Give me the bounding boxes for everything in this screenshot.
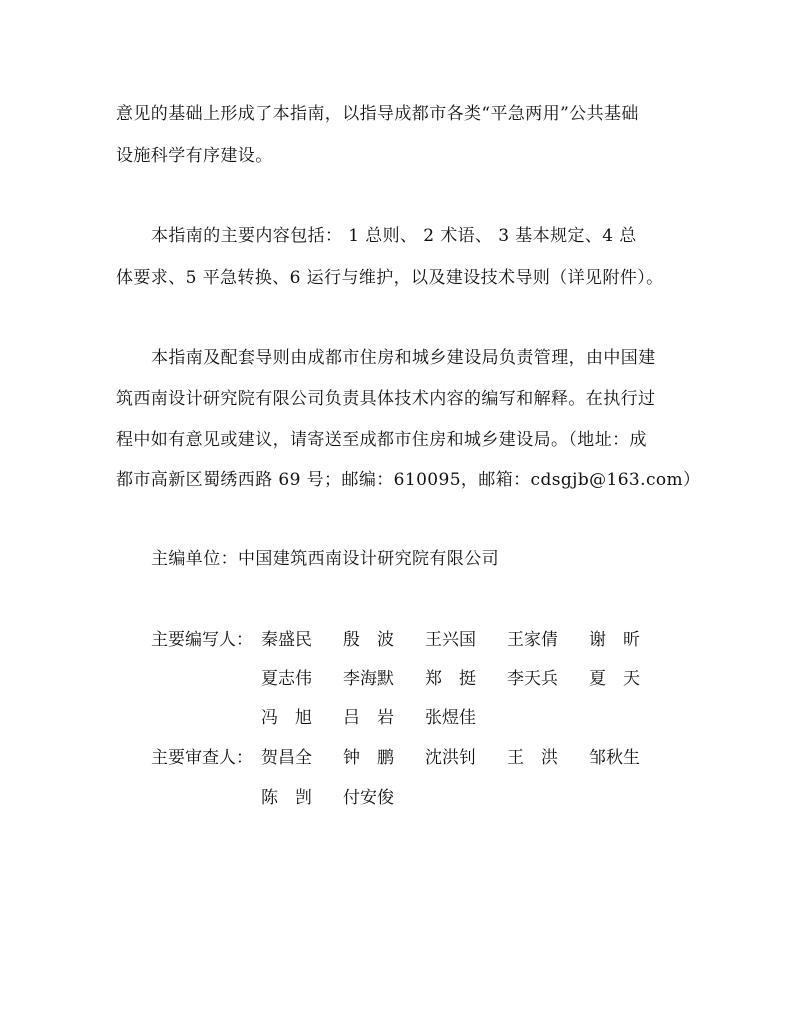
- writers-label: 主要编写人：: [151, 630, 253, 650]
- reviewer-name: 王 洪: [507, 748, 558, 768]
- paragraph-1-line-2: 设施科学有序建设。: [116, 146, 273, 166]
- paragraph-3-line-1: 本指南及配套导则由成都市住房和城乡建设局负责管理，由中国建: [151, 348, 656, 368]
- reviewer-name: 沈洪钊: [425, 748, 476, 768]
- writer-name: 吕 岩: [343, 708, 394, 728]
- reviewer-name: 陈 剀: [261, 788, 312, 808]
- reviewer-name: 钟 鹏: [343, 748, 394, 768]
- paragraph-3-line-4: 都市高新区蜀绣西路 69 号；邮编：610095，邮箱：cdsgjb@163.com）: [116, 470, 701, 490]
- writer-name: 谢 昕: [589, 630, 640, 650]
- writer-name: 郑 挺: [425, 669, 476, 689]
- paragraph-1-line-1: 意见的基础上形成了本指南，以指导成都市各类“平急两用”公共基础: [116, 104, 639, 124]
- paragraph-3-line-3: 程中如有意见或建议，请寄送至成都市住房和城乡建设局。（地址：成: [116, 430, 647, 450]
- writer-name: 李天兵: [507, 669, 558, 689]
- writer-name: 殷 波: [343, 630, 394, 650]
- writer-name: 王家倩: [507, 630, 558, 650]
- reviewer-name: 邹秋生: [589, 748, 640, 768]
- writer-name: 夏志伟: [261, 669, 312, 689]
- writer-name: 王兴国: [425, 630, 476, 650]
- writer-name: 李海默: [343, 669, 394, 689]
- writer-name: 秦盛民: [261, 630, 312, 650]
- paragraph-3-line-2: 筑西南设计研究院有限公司负责具体技术内容的编写和解释。在执行过: [116, 389, 656, 409]
- writer-name: 冯 旭: [261, 708, 312, 728]
- reviewer-name: 贺昌全: [261, 748, 312, 768]
- paragraph-2-line-1: 本指南的主要内容包括： 1 总则、 2 术语、 3 基本规定、4 总: [151, 226, 637, 246]
- editor-unit: 主编单位：中国建筑西南设计研究院有限公司: [151, 549, 499, 569]
- writer-name: 夏 天: [589, 669, 640, 689]
- reviewers-label: 主要审查人：: [151, 748, 253, 768]
- paragraph-2-line-2: 体要求、5 平急转换、6 运行与维护，以及建设技术导则（详见附件）。: [116, 268, 664, 288]
- writer-name: 张煜佳: [425, 708, 476, 728]
- reviewer-name: 付安俊: [343, 788, 394, 808]
